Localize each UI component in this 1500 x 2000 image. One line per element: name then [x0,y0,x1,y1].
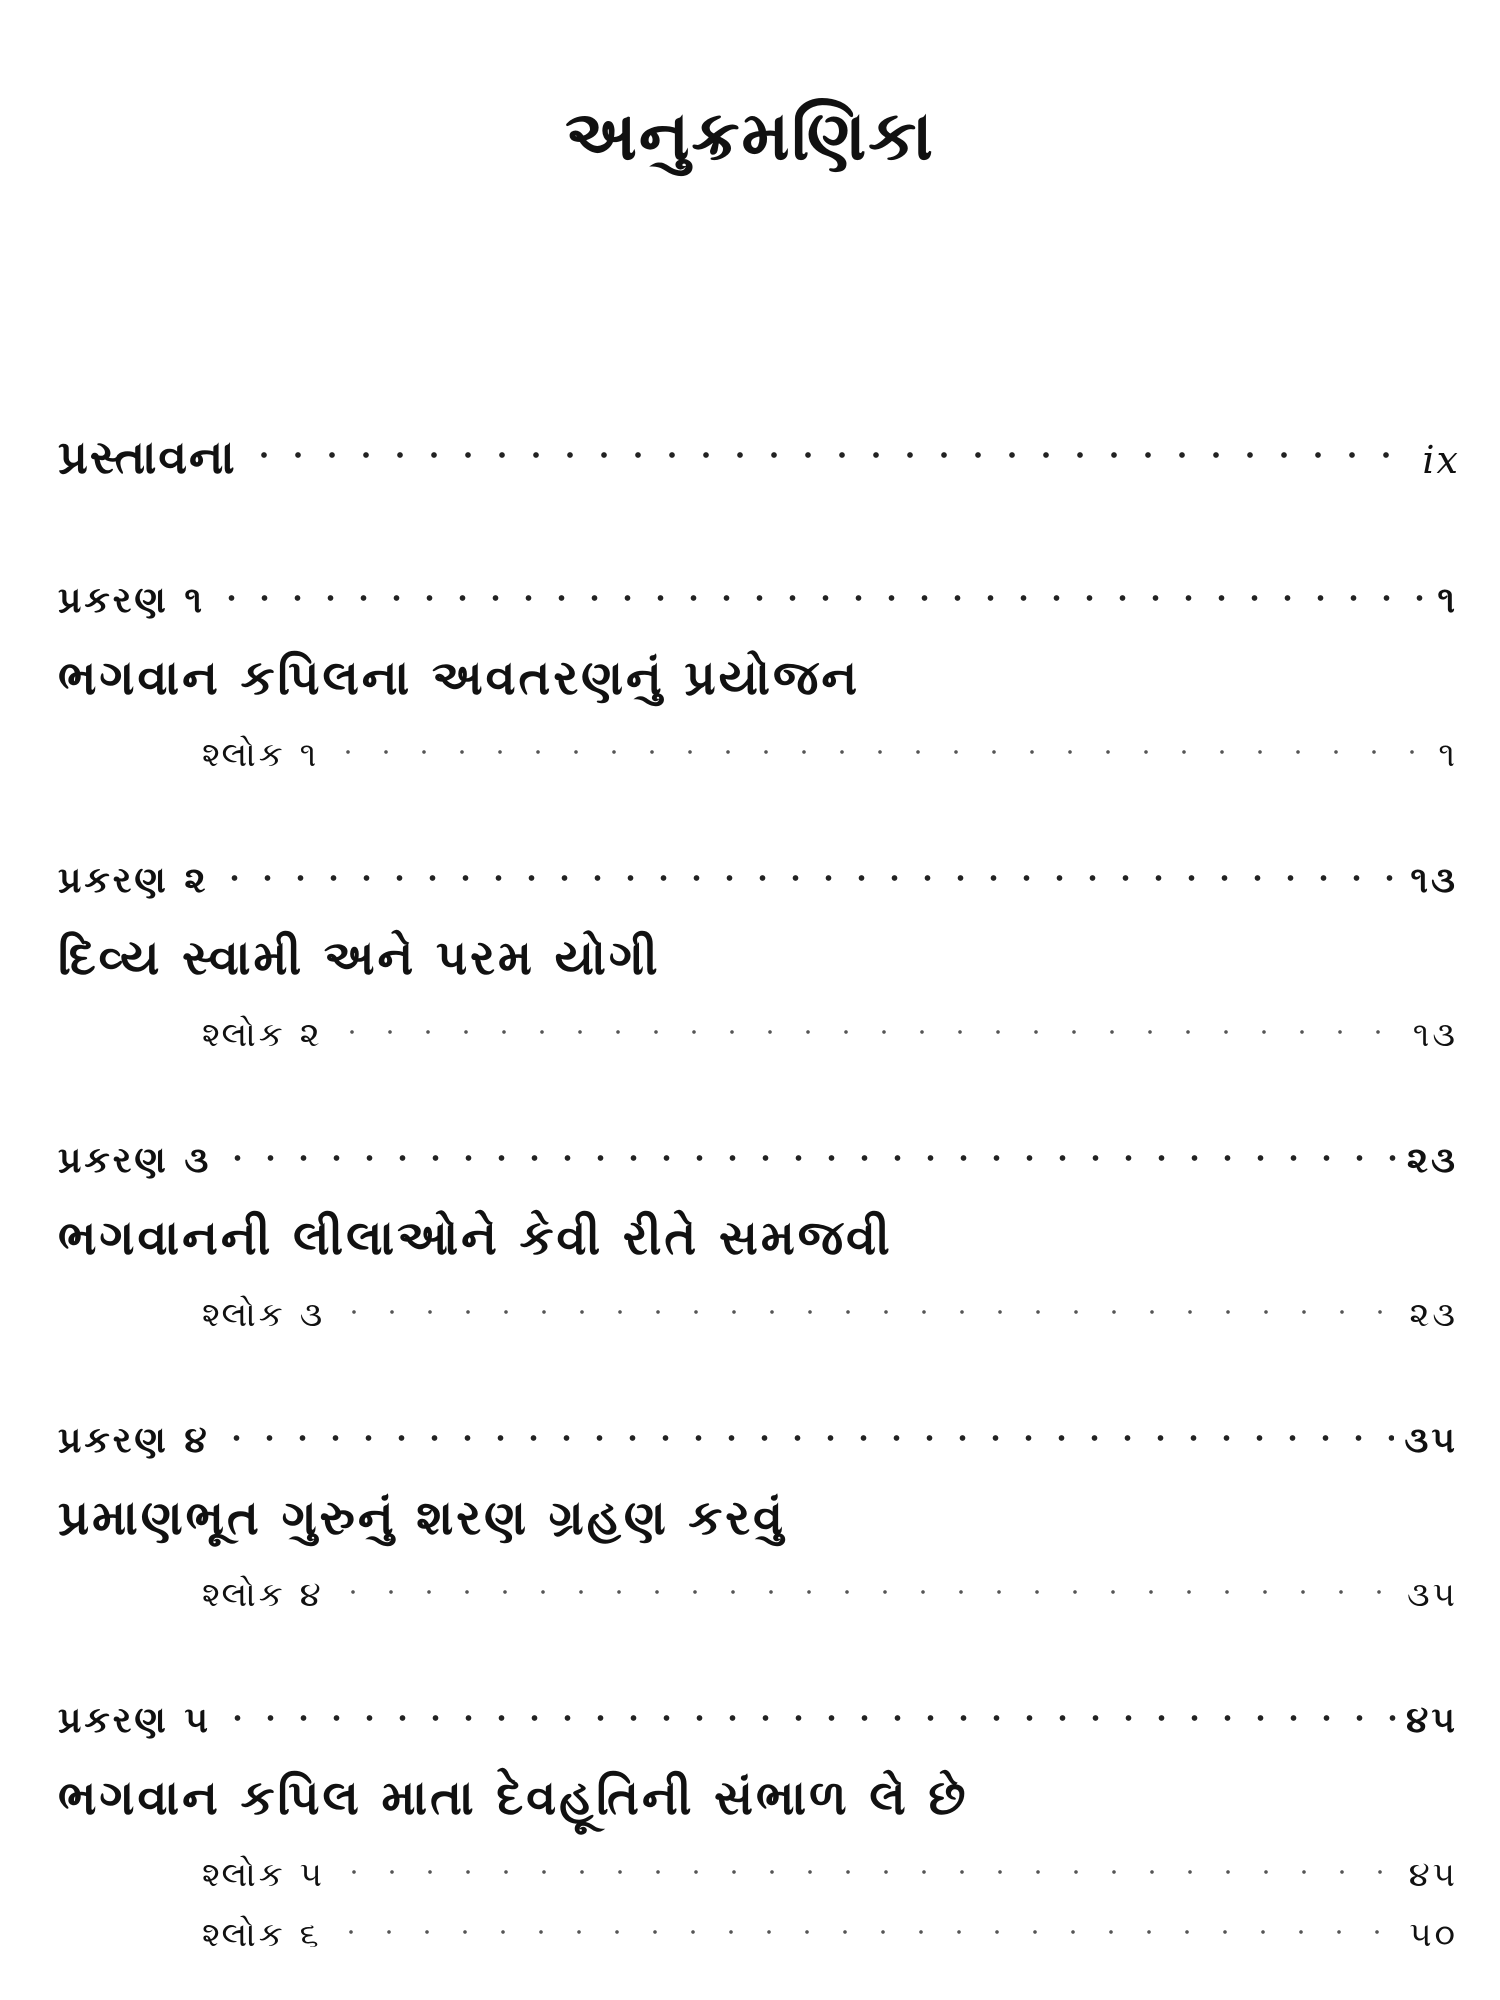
chapter-label: પ્રકરણ ૫ [58,1700,211,1741]
dot-leader [335,1295,1399,1329]
toc-entry-verse[interactable] [202,1295,1458,1335]
preface-label: પ્રસ્તાવના [58,430,237,484]
chapter-page-number: ૧ [1437,580,1458,621]
chapter-title[interactable]: ભગવાન કપિલના અવતરણનું પ્રયોજન [58,650,861,706]
verse-label: શ્લોક ૫ [202,1855,325,1895]
dot-leader [332,1915,1400,1949]
toc-entry-preface[interactable] [58,430,1460,486]
chapter-label: પ્રકરણ ૨ [58,860,209,901]
verse-label: શ્લોક ૧ [202,735,320,775]
dot-leader [215,580,1427,616]
chapter-label: પ્રકરણ ૧ [58,580,205,621]
verse-page-number: ૨૩ [1409,1295,1458,1335]
chapter-title[interactable]: દિવ્ય સ્વામી અને પરમ યોગી [58,930,661,986]
verse-label: શ્લોક ૬ [202,1915,322,1955]
verse-label: શ્લોક ૪ [202,1575,324,1615]
dot-leader [221,1140,1397,1176]
preface-page-number: ix [1422,438,1460,482]
dot-leader [335,1855,1399,1889]
dot-leader [334,1575,1397,1609]
toc-entry-verse[interactable] [202,1915,1458,1955]
dot-leader [221,1700,1396,1736]
verse-label: શ્લોક ૨ [202,1015,323,1055]
dot-leader [247,432,1413,478]
toc-entry-verse[interactable] [202,1575,1458,1615]
verse-page-number: ૩૫ [1407,1575,1458,1615]
verse-page-number: ૧૩ [1412,1015,1458,1055]
chapter-page-number: ૩૫ [1404,1420,1458,1461]
toc-entry-chapter-1[interactable] [58,580,1458,622]
toc-entry-verse[interactable] [202,1855,1458,1895]
chapter-page-number: ૨૩ [1406,1140,1458,1181]
chapter-title[interactable]: પ્રમાણભૂત ગુરુનું શરણ ગ્રહણ કરવું [58,1490,787,1546]
page-title: અનુક્રમણિકા [565,97,935,176]
chapter-title[interactable]: ભગવાનની લીલાઓને કેવી રીતે સમજવી [58,1210,893,1266]
verse-page-number: ૧ [1438,735,1458,775]
chapter-label: પ્રકરણ ૪ [58,1420,210,1461]
toc-entry-chapter-2[interactable] [58,860,1458,902]
dot-leader [329,735,1428,769]
verse-page-number: ૪૫ [1408,1855,1458,1895]
verse-label: શ્લોક ૩ [202,1295,326,1335]
toc-entry-verse[interactable] [202,1015,1458,1055]
dot-leader [220,1420,1395,1456]
dot-leader [218,860,1400,896]
chapter-page-number: ૪૫ [1406,1700,1458,1741]
dot-leader [333,1015,1403,1049]
verse-page-number: ૫૦ [1409,1915,1458,1955]
toc-entry-chapter-3[interactable] [58,1140,1458,1182]
chapter-label: પ્રકરણ ૩ [58,1140,212,1181]
toc-entry-verse[interactable] [202,735,1458,775]
chapter-page-number: ૧૩ [1410,860,1458,901]
chapter-title[interactable]: ભગવાન કપિલ માતા દેવહૂતિની સંભાળ લે છે [58,1770,969,1826]
toc-entry-chapter-5[interactable] [58,1700,1458,1742]
toc-entry-chapter-4[interactable] [58,1420,1458,1462]
